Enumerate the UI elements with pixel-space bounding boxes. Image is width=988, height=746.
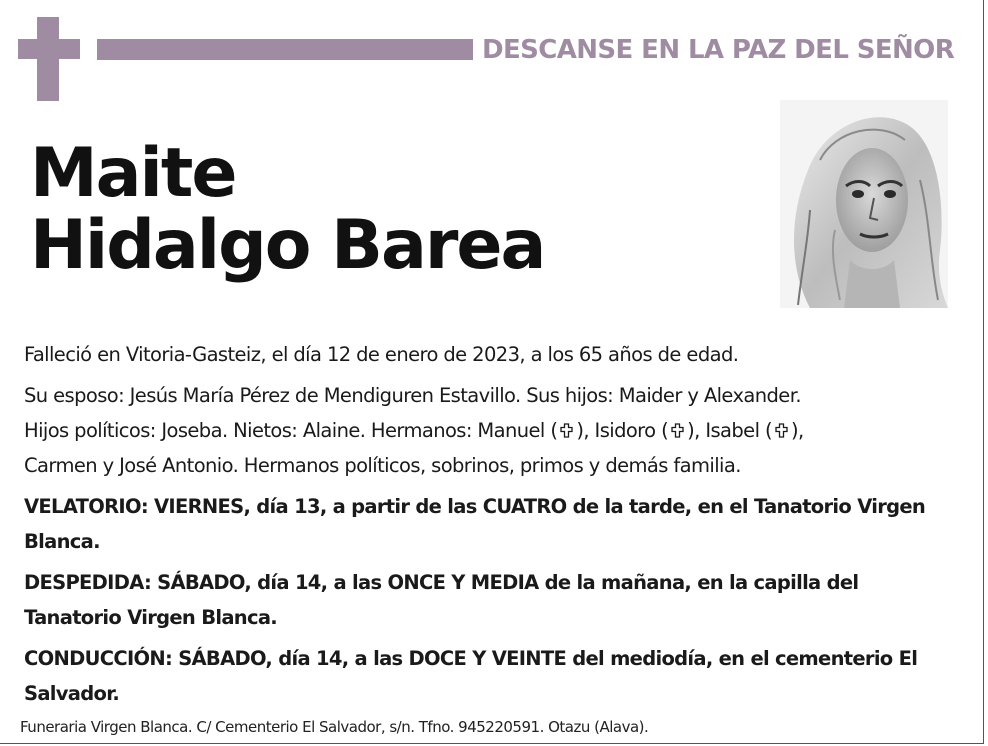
- family-text: ),: [791, 419, 804, 442]
- header-title: DESCANSE EN LA PAZ DEL SEÑOR: [482, 35, 955, 65]
- cross-icon: [18, 17, 80, 101]
- family-line: Su esposo: Jesús María Pérez de Mendiguren Estavillo. Sus hijos: Maider y Alexander.: [24, 384, 801, 407]
- conduccion-info: CONDUCCIÓN: SÁBADO, día 14, a las DOCE Y VEINTE del mediodía, en el cementerio El Salvador.: [24, 647, 918, 705]
- family-line: Carmen y José Antonio. Hermanos políticos, sobrinos, primos y demás familia.: [24, 454, 741, 477]
- despedida-info: DESPEDIDA: SÁBADO, día 14, a las ONCE Y MEDIA de la mañana, en la capilla del Tanatorio Virgen Blanca.: [24, 571, 859, 629]
- header-divider-bar: [97, 39, 473, 60]
- deceased-portrait: [780, 100, 948, 308]
- family-text: Hijos políticos: Joseba. Nietos: Alaine. Hermanos: Manuel (: [24, 419, 558, 442]
- death-notice: Falleció en Vitoria-Gasteiz, el día 12 de enero de 2023, a los 65 años de edad.: [24, 343, 739, 366]
- family-text: ), Isidoro (: [576, 419, 669, 442]
- cross-icon: [670, 414, 685, 429]
- deceased-first-name: Maite: [30, 134, 236, 213]
- deceased-surnames: Hidalgo Barea: [30, 206, 545, 285]
- cross-icon: [774, 414, 789, 429]
- family-text: ), Isabel (: [687, 419, 772, 442]
- funeral-home-footer: Funeraria Virgen Blanca. C/ Cementerio El Salvador, s/n. Tfno. 945220591. Otazu (Alava).: [20, 718, 649, 736]
- family-line: [24, 413, 959, 448]
- cross-icon: [559, 414, 574, 429]
- family-list: [24, 378, 959, 483]
- velatorio-info: VELATORIO: VIERNES, día 13, a partir de las CUATRO de la tarde, en el Tanatorio Virgen Blanca.: [24, 495, 926, 553]
- notice-body: [24, 338, 959, 717]
